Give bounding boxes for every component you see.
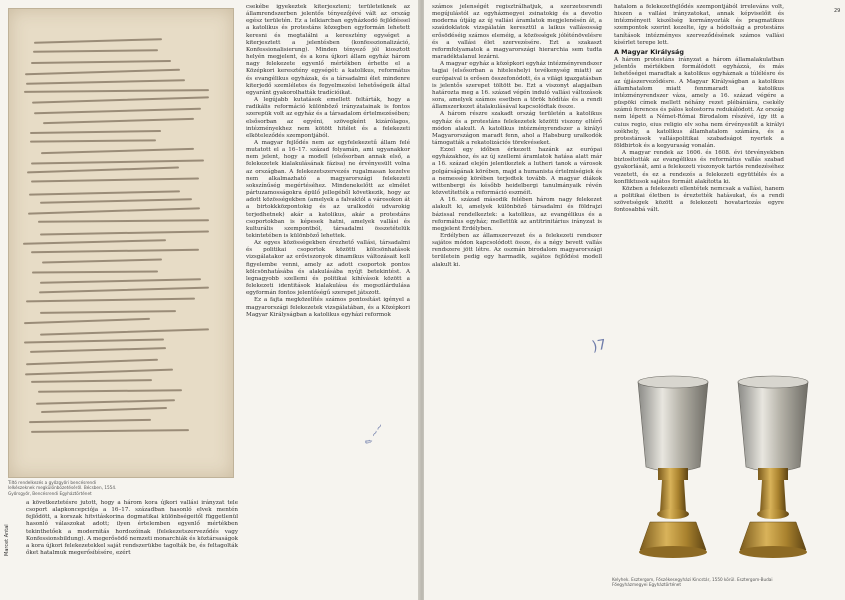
manuscript-handwriting-stroke — [30, 347, 166, 352]
manuscript-handwriting-stroke — [26, 79, 185, 84]
paragraph: Erdélyben az államszervezet és a felekezeti rendszer sajátos módon kapcsolódott össze, és a négy bevett vallás rendszere jött létre. Az oszmán birodalom magyarországi területein pedig egy harmadik, sajátos fejlődési modell alakult ki. — [432, 233, 602, 268]
author-running-head: Marcet Antal — [4, 524, 10, 556]
manuscript-handwriting-stroke — [32, 97, 209, 104]
manuscript-handwriting-stroke — [23, 239, 166, 244]
page-number: 29 — [834, 8, 841, 14]
handwritten-margin-note: ✎ ~~ — [363, 421, 387, 449]
manuscript-handwriting-stroke — [24, 317, 150, 323]
manuscript-handwriting-stroke — [25, 69, 180, 75]
manuscript-handwriting-stroke — [43, 117, 194, 123]
manuscript-handwriting-stroke — [39, 287, 209, 293]
left-column-bottom — [26, 500, 238, 557]
manuscript-handwriting-stroke — [29, 190, 180, 195]
paragraph: a következtetésre jutott, hogy a három kora újkori vallási irányzat tele csoport alapkoncepciója a 16–17. században hasonló elvek mentén fejlődött, a korszak hitvitáskorina dogmatikai különbségeitől függetlenül hasonló válaszokat adott; ilyen értelemben egyenlő mértékben tekinthetőek a modernitás hordozóinak (felekezetszerveződés vagy Konfessionsbildung). A megerősödő nemzeti monarchiák és köztársaságok a kora újkori felekezetekkel saját rendszerükbe tagolták be, és feltagolták őket hatalmuk megerősítésére, ezért — [26, 500, 238, 557]
manuscript-handwriting-stroke — [24, 339, 164, 344]
manuscript-handwriting-stroke — [40, 279, 201, 284]
manuscript-handwriting-stroke — [34, 39, 162, 44]
manuscript-handwriting-stroke — [30, 139, 156, 142]
chalice-right-image — [728, 372, 818, 562]
paragraph: A magyar egyház a középkori egyház intézményrendszer tagjai (elsősorban a hiteleshelyi tevékenység miatt) az európaival is erősen összefonódott, és a világi igazgatásban is jelentős szerepet töltött be. Ezt a viszonyt alapjaiban határozta meg a 16. század végén induló vallási változások sora, amelyek számos esetben a török hódítás és a rendi államszerkezet átalakulásával kapcsolódtak össze. — [432, 61, 602, 111]
manuscript-image — [8, 8, 234, 478]
manuscript-handwriting-stroke — [32, 270, 158, 273]
manuscript-handwriting-stroke — [31, 60, 171, 64]
manuscript-handwriting-stroke — [40, 328, 209, 335]
paragraph: Közben a felekezeti ellentétek nemcsak a vallási, hanem a politikai életben is éreztették hatásukat, és a rendi szövetségek között a felekezeti hovatartozás egyre fontosabbá vált. — [614, 185, 784, 214]
chalices-caption: Kelyhek. Esztergom, Főszékesegyházi Kincstár, 1550 körül. Esztergom-Budai Főegyházmegyei Egyháztörténet — [612, 577, 773, 588]
paragraph: Ez a fajta megközelítés számos pontosítást igényel a magyarországi felekezetek vizsgálatában, és a Középkori Magyar Királyságban a katolikus egyházi reformok — [246, 297, 410, 318]
manuscript-handwriting-stroke — [25, 368, 173, 374]
manuscript-handwriting-stroke — [26, 359, 157, 365]
chalices-photo — [610, 362, 840, 572]
left-page-right-column — [246, 4, 410, 319]
manuscript-handwriting-stroke — [41, 407, 167, 413]
manuscript-handwriting-stroke — [38, 390, 182, 393]
manuscript-handwriting-stroke — [29, 418, 151, 422]
manuscript-handwriting-stroke — [42, 258, 162, 263]
manuscript-caption: Tiltó rendelkezés a győzgyőri bencésrendi lelkészeknek megkülönbözetéséről. Bécsben, 1554. Győrsgyőr, Bencésrendi Egyháztörténet — [8, 480, 117, 496]
paragraph: számos jelenségét regisztrálhatjuk, a szerzetesrendi megújulástól az egyházmegyei zsinatokig és a devotio moderna útjáig az új vallási áramlatok megjelenésén át, a szaúdoklatok vizsgálatán keresztül a laikus vallásosság erősödéséig számos eleméig, a közösségek jóléténövelésre és a vallási élet szervezésére. Ezt a szakaszt reformfolyamatok a magyarországi hierarchia sem tudta maradéktalanul lezárni. — [432, 4, 602, 61]
paragraph: Ezzel egy időben érkezett hazánk az európai egyházakhoz, és az új szellemi áramlatok hatása alatt már a 16. század elején jelentkeztek a lutheri tanok a városok polgárságának körében, majd a humanista értelmiségiek és a nemesség körében terjedtek tovább. A magyar diákok wittenbergi és később heidelbergi tanulmányaik révén közvetítették a reformáció eszméit. — [432, 147, 602, 197]
paragraph: A legújabb kutatások emellett feltárták, hogy a radikális reformáció különböző irányzatainak is fontos szerepük volt az egyház és a társadalom értelmezésében; elsősorban az egyéni, szövegként kizárólagos, intézményekhez nem kötött hitélet és a felekezeti elköteleződés szempontjából. — [246, 97, 410, 139]
manuscript-handwriting-stroke — [40, 199, 192, 204]
handwritten-margin-mark: )7 — [590, 336, 608, 356]
manuscript-handwriting-stroke — [26, 298, 195, 302]
paragraph: csekébe igyekeztek kiterjeszteni; területeiknek az államrendszerben jelentős tényezőjévé vált az ország egész területén. Ez a lelkiarcban egyházkodó fejlődéssel a katolikus és protestáns közegben egyformán lehetett keresni és megtalálni a keresztény egységet a kiterjesztett a jelentésben (konfesszionalizáció, Konfessionalisierung). Minden tényező jól kiosztott helyén megjelent, és a kora újkori állam egyház három nagy felekezete egyenlő mértékben érhette el a Középkori keresztény egységét: a katolikus, református és evangélikus egyházak, és a társadalmi élet mindenre kiterjedő szemléletes és fegyelmezési lehetőségeik által egyaránt gyakorolhatták tradícióikat. — [246, 4, 410, 96]
paragraph: A magyar fejlődés nem az egyfelekezetű állam felé mutatott el a 16–17. század folyamán, ami ugyanakkor nem jelent, hogy a modell (elsősorban annak első, a felekezetek kialakulásának fázisa) ne érvényesült volna az országban. A felekezetszervezés rugalmasan kezelve nem alkalmazható a magyarországi felekezeti sokszínűség megértéséhez. Mindenekelőtt az elmélet pártuzamosságokra épülő jellegéből következik, hogy az adott közösségekben (amelyek a falvaktól a városokon át a birtokkközpontokig és az uralkodói udvarokig terjedhetnek) akár a katolikus, akár a protestáns csoportokban is képesek hatni, amelyek vallási és kulturális szempontból, társadalmi összetételük tekintetében is különböző lehettek. — [246, 139, 410, 239]
manuscript-handwriting-stroke — [31, 248, 199, 252]
paragraph: A három részre szakadt ország területén a katolikus egyház és a protestáns felekezetek közötti viszony eltérő módon alakult. A katolikus intézményrendszer a királyi Magyarországon maradt fenn, ahol a Habsburg uralkodók támogatták a rekatolizációs törekvéseket. — [432, 111, 602, 146]
manuscript-handwriting-stroke — [31, 380, 152, 383]
paragraph: A magyar rendek az 1606. és 1608. évi törvényekben biztosították az evangélikus és református vallás szabad gyakorlását, ami a felekezeti viszonyok tartós rendezéséhez vezetett, és ez a rendezés a felekezeti együttélés és a konfliktusok sajátos formáit alakította ki. — [614, 150, 784, 185]
manuscript-handwriting-stroke — [38, 219, 209, 222]
right-page-right-column — [614, 4, 784, 215]
paragraph: hatalom a felekezetfejlődés szempontjából irreleváns volt, hiszen a vallási irányzatokat, annak képviselőit és intézményeit kiszélség kormányozták és pragmatikus szempontok szerint kezelte, így a hódoltság a protestáns tanítások intézményes szerveződésének számos vallási kísérlet terepe lett. — [614, 4, 784, 46]
section-heading: A Magyar Királyság — [614, 47, 684, 56]
manuscript-handwriting-stroke — [34, 108, 201, 114]
chalice-left-image — [628, 372, 718, 562]
manuscript-handwriting-stroke — [40, 310, 176, 313]
manuscript-handwriting-stroke — [28, 207, 200, 214]
paragraph: A 16. század második felében három nagy felekezet alakult ki, amelyek különböző társadalmi és földrajzi bázissal rendelkeztek: a katolikus, az evangélikus és a református egyház; mellettük az antitrinitárius irányzat is megjelent Erdélyben. — [432, 197, 602, 232]
manuscript-handwriting-stroke — [27, 167, 178, 174]
manuscript-handwriting-stroke — [30, 130, 161, 134]
manuscript-handwriting-stroke — [41, 148, 194, 154]
manuscript-handwriting-stroke — [24, 89, 209, 92]
manuscript-handwriting-stroke — [31, 429, 189, 432]
manuscript-handwriting-stroke — [31, 159, 204, 164]
manuscript-handwriting-stroke — [33, 50, 158, 53]
manuscript-handwriting-stroke — [31, 178, 199, 183]
manuscript-handwriting-stroke — [36, 399, 175, 404]
paragraph: A három protestáns irányzat a három államalakulatban jelentős mértékben formálódott egyházzá, és más lehetőségei maradtak a katolikus egyháznak a túlélésre és az újjászerveződésre. A Magyar Királyságban a katolikus államhatalom miatt fennmaradt a katolikus intézményrendszer váza, amely a 16. század végére a püspöki címek mellett néhány rezet plébániára, csekély számú ferences és pálos kolostorra redukálódott. Az ország nem lépett a Német-Római Birodalom részévé, így itt a cuius regio, eius religio elv soha nem érvényesült a királyi székhely, a katolikus államhatalom számára, és a protestánsok valláspolitikai szabadságot nyertek a földbirtok és a kegyuraság vonalán. — [614, 57, 784, 149]
paragraph: Az egyes közösségekben érezhető vallási, társadalmi és politikai csoportok közötti kölcsönhatások vizsgálatakor az erőviszonyok dinamikus változásait kell figyelembe venni, amely az adott csoportok pontos kölcsönhatásába és alakulásába nyújt betekintést. A legnagyobb szellemi és politikai kihívások között a felekezeti identitások kialakulása és megszilárdulása egyformán fontos jelentőségű szerepet játszott. — [246, 240, 410, 297]
left-page — [0, 0, 420, 600]
manuscript-handwriting-stroke — [40, 230, 209, 235]
right-page-left-column — [432, 4, 602, 269]
